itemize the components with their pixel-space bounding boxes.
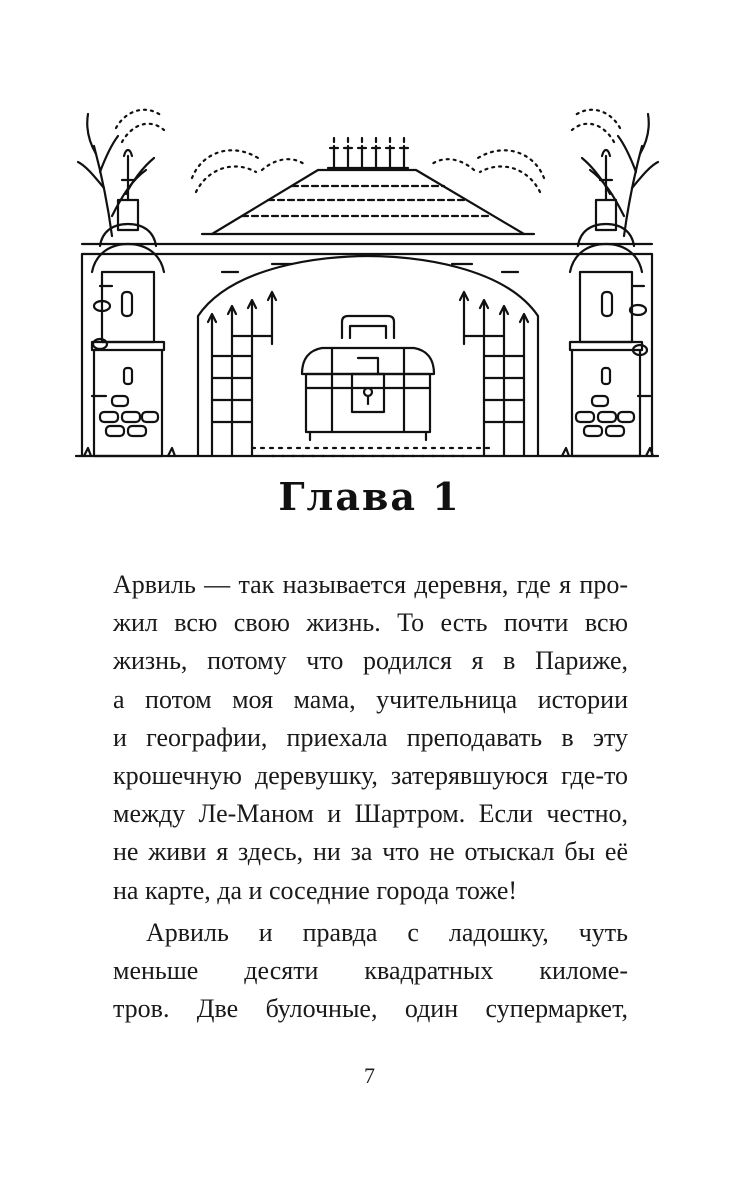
text-line: крошечную деревушку, затерявшуюся где-то [113, 760, 628, 790]
text-line: а потом моя мама, учительница истории [113, 684, 628, 714]
text-line: Арвиль — так называется деревня, где я про- [113, 570, 628, 599]
chapter-illustration [72, 96, 662, 464]
text-line: жил всю свою жизнь. То есть почти всю [113, 608, 628, 638]
paragraph-1 [113, 566, 628, 910]
text-line: жизнь, потому что родился я в Париже, [113, 646, 628, 676]
text-line: и географии, приехала преподавать в эту [113, 722, 628, 752]
castle-gate-treasure-chest-illustration-icon [72, 96, 662, 464]
body-text [113, 566, 628, 1028]
text-line: тров. Две булочные, один супермаркет, [113, 994, 628, 1024]
text-line: на карте, да и соседние города тоже! [113, 875, 518, 905]
text-line: между Ле-Маном и Шартром. Если честно, [113, 799, 628, 829]
chapter-title: Глава 1 [278, 474, 461, 519]
text-line: меньше десяти квадратных киломе- [113, 955, 628, 985]
paragraph-2 [113, 914, 628, 1029]
text-line: не живи я здесь, ни за что не отыскал бы её [113, 837, 628, 867]
page-number: 7 [364, 1063, 375, 1088]
text-line: Арвиль и правда с ладошку, чуть [146, 917, 628, 947]
